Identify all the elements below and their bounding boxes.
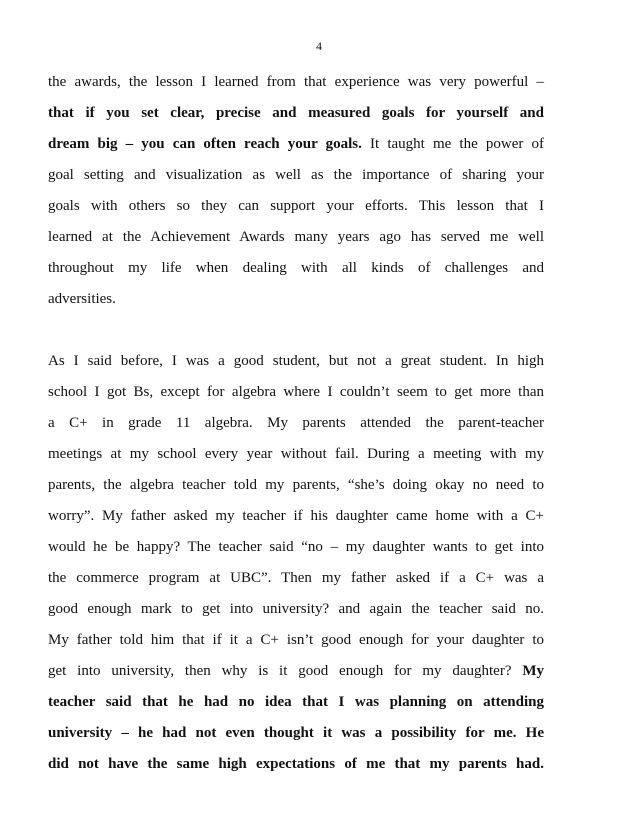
text-line	[48, 98, 544, 129]
text-run: good enough mark to get into university? and again the teacher said no.	[48, 601, 544, 617]
text-line	[48, 749, 544, 780]
text-run: worry”. My father asked my teacher if his daughter came home with a C+	[48, 508, 544, 524]
text-run: goals with others so they can support your efforts. This lesson that I	[48, 198, 544, 214]
text-line	[48, 253, 544, 284]
text-run: school I got Bs, except for algebra where I couldn’t seem to get more than	[48, 384, 544, 400]
bold-text-run: teacher said that he had no idea that I was planning on attending	[48, 694, 544, 710]
text-line	[48, 222, 544, 253]
text-run: meetings at my school every year without fail. During a meeting with my	[48, 446, 544, 462]
text-run: get into university, then why is it good enough for my daughter?	[48, 663, 523, 679]
text-run: adversities.	[48, 291, 116, 307]
text-line	[48, 656, 544, 687]
text-line	[48, 377, 544, 408]
text-run: the awards, the lesson I learned from that experience was very powerful –	[48, 74, 544, 90]
text-run: parents, the algebra teacher told my parents, “she’s doing okay no need to	[48, 477, 544, 493]
bold-text-run: did not have the same high expectations of me that my parents had.	[48, 756, 544, 772]
text-line	[48, 67, 544, 98]
text-line	[48, 129, 544, 160]
text-line	[48, 284, 544, 315]
paragraph	[48, 346, 544, 780]
text-line	[48, 191, 544, 222]
text-run: the commerce program at UBC”. Then my father asked if a C+ was a	[48, 570, 544, 586]
paragraph	[48, 67, 544, 315]
text-run: would he be happy? The teacher said “no – my daughter wants to get into	[48, 539, 544, 555]
paragraph-gap	[48, 315, 544, 346]
text-run: It taught me the power of	[361, 136, 544, 152]
text-line	[48, 346, 544, 377]
text-run: learned at the Achievement Awards many years ago has served me well	[48, 229, 544, 245]
text-line	[48, 625, 544, 656]
text-line	[48, 718, 544, 749]
text-run: throughout my life when dealing with all kinds of challenges and	[48, 260, 544, 276]
text-run: a C+ in grade 11 algebra. My parents attended the parent-teacher	[48, 415, 544, 431]
document-body	[48, 67, 544, 780]
bold-text-run: dream big – you can often reach your goals.	[48, 136, 362, 152]
text-line	[48, 501, 544, 532]
bold-text-run: university – he had not even thought it was a possibility for me. He	[48, 725, 544, 741]
text-line	[48, 439, 544, 470]
page-number: 4	[316, 39, 322, 53]
text-run: goal setting and visualization as well as the importance of sharing your	[48, 167, 544, 183]
text-line	[48, 563, 544, 594]
text-line	[48, 594, 544, 625]
bold-text-run: My	[522, 663, 544, 679]
text-run: My father told him that if it a C+ isn’t good enough for your daughter to	[48, 632, 544, 648]
text-line	[48, 687, 544, 718]
bold-text-run: that if you set clear, precise and measured goals for yourself and	[48, 105, 544, 121]
text-line	[48, 408, 544, 439]
text-line	[48, 160, 544, 191]
text-run: As I said before, I was a good student, but not a great student. In high	[48, 353, 544, 369]
text-line	[48, 532, 544, 563]
text-line	[48, 470, 544, 501]
